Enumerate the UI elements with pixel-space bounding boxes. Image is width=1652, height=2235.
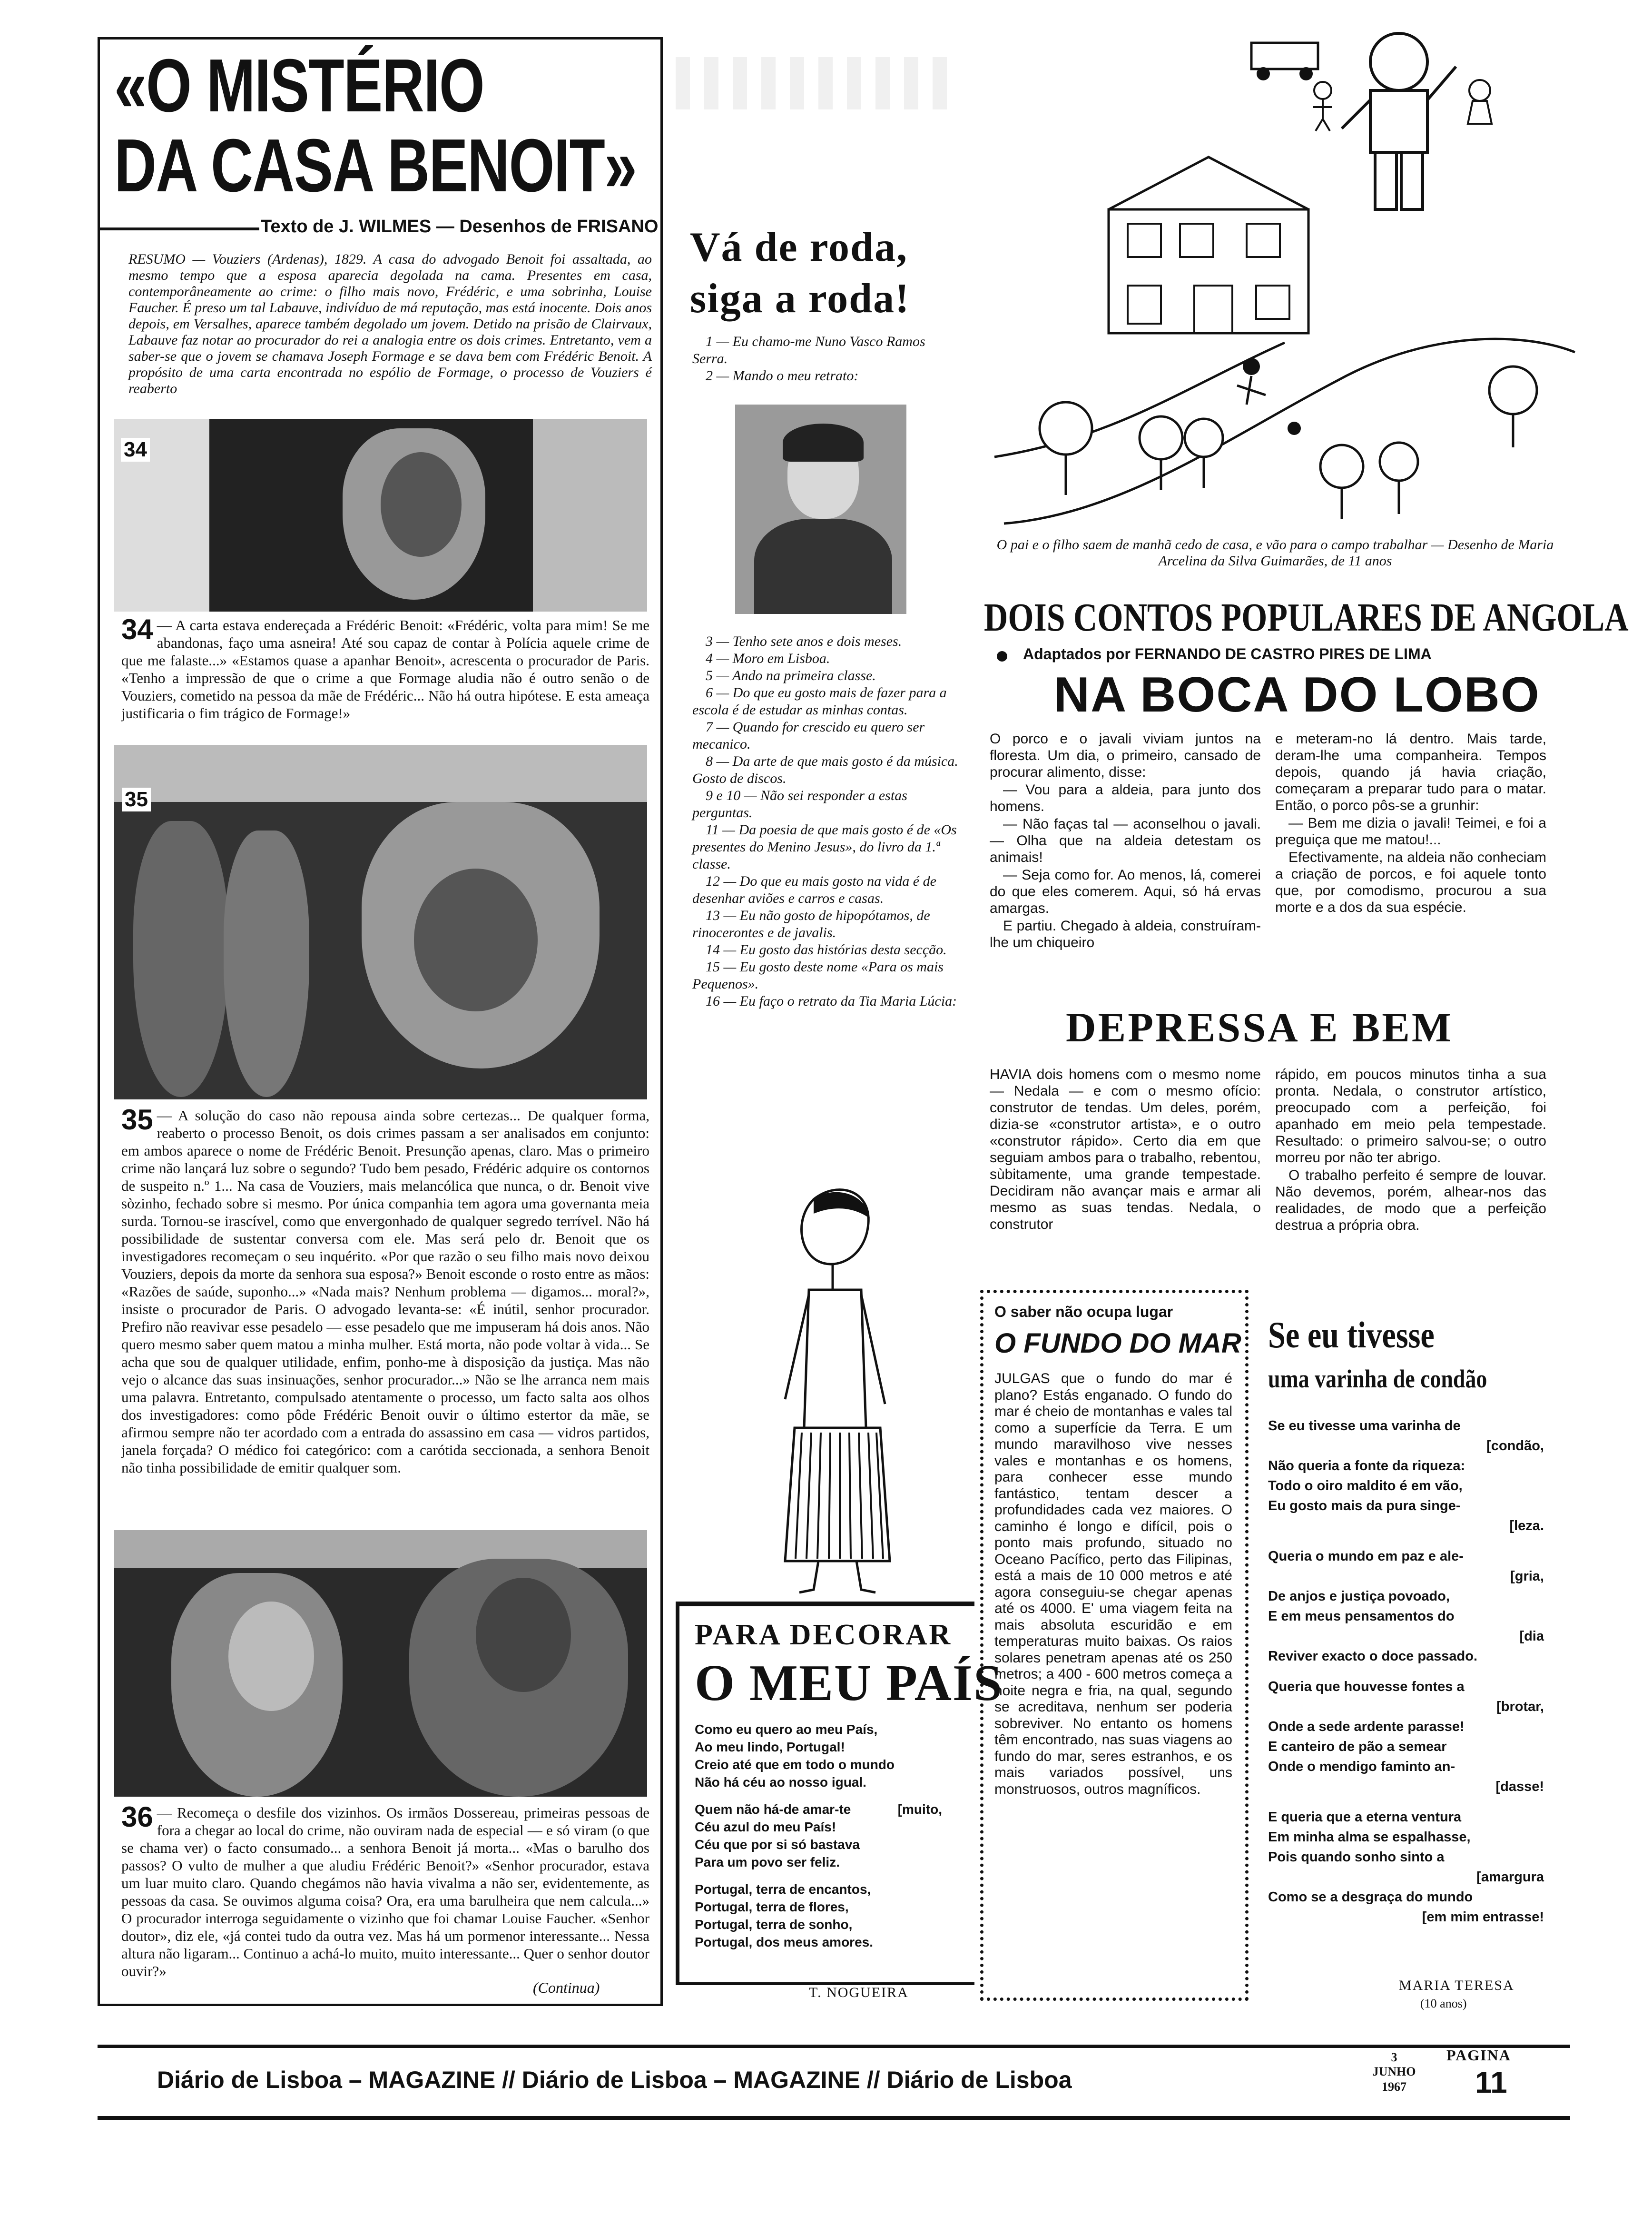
caption-34 (121, 613, 649, 722)
qa-item: 13 — Eu não gosto de hipopótamos, de rinocerontes e de javalis. (692, 908, 930, 940)
poem-line: Eu gosto mais da pura singe- (1268, 1498, 1461, 1513)
continua-label: (Continua) (533, 1979, 600, 1996)
faded-header-artifact (676, 57, 961, 109)
qa-item: 5 — Ando na primeira classe. (706, 668, 876, 683)
qa-item: 8 — Da arte de que mais gosto é da música. Gosto de discos. (692, 753, 958, 786)
footer-day: 3 (1391, 2050, 1397, 2064)
poem-line: Portugal, terra de flores, (695, 1899, 849, 1914)
footer-masthead: Diário de Lisboa – MAGAZINE // Diário de Lisboa – MAGAZINE // Diário de Lisboa (157, 2067, 1072, 2093)
poem-line: [dasse! (1495, 1779, 1544, 1794)
illustration-36 (114, 1530, 647, 1797)
poem-line: Como se a desgraça do mundo (1268, 1889, 1473, 1905)
poem-line: Todo o oiro maldito é em vão, (1268, 1478, 1463, 1493)
qa-item: 4 — Moro em Lisboa. (706, 651, 830, 666)
story-para: rápido, em poucos minutos tinha a sua pronta. Nedala, o construtor artístico, preocupado com a perfeição, foi apanhado em meio pela tempestade. Resultado: o primeiro salvou-se; o outro morreu por não ter abrigo. (1275, 1067, 1546, 1166)
poem-line: [muito, (897, 1802, 942, 1817)
qa-item: 3 — Tenho sete anos e dois meses. (706, 633, 902, 649)
varinha-age: (10 anos) (1420, 1997, 1467, 2010)
caption-number: 34 (121, 613, 153, 645)
story-para: — Não faças tal — aconselhou o javali. — Olha que na aldeia detestam os animais! (990, 816, 1261, 865)
poem-line: Não queria a fonte da riqueza: (1268, 1458, 1465, 1474)
poem-line: Se eu tivesse uma varinha de (1268, 1418, 1461, 1434)
qa-item: 15 — Eu gosto deste nome «Para os mais Pequenos». (692, 959, 944, 992)
poem-line: [condão, (1486, 1438, 1544, 1454)
story-para: Efectivamente, na aldeia não conheciam a criação de porcos, e foi aquele tonto que, por comodismo, procurou a sua morte e a dos da sua espécie. (1275, 850, 1546, 915)
poem-line: Em minha alma se espalhasse, (1268, 1830, 1471, 1845)
story-para: — Vou para a aldeia, para junto dos homens. (990, 782, 1261, 814)
story1-col2 (1275, 731, 1546, 917)
story1-title: NA BOCA DO LOBO (1054, 667, 1540, 722)
qa-item: 12 — Do que eu mais gosto na vida é de desenhar aviões e carros e casas. (692, 873, 936, 906)
illustration-35 (114, 745, 647, 1099)
story1-col1 (990, 731, 1261, 952)
decorar-title: O MEU PAÍS (695, 1655, 1003, 1711)
caption-text: — A carta estava endereçada a Frédéric Benoit: «Frédéric, volta para mim! Se me abandonas, faço uma asneira! Até sou capaz de contar à Polícia aquele crime de que me falaste...» «Estamos quase a apanhar Benoit», acrescenta o procurador de Paris. «Tenho a impressão de que o crime a que Formage aludia não é outro senão o de Vouziers, cometido na pessoa da mãe de Frédéric... Não há outra hipótese. E esta ameaça justificaria o fim trágico de Formage!» (121, 617, 649, 722)
poem-line: E canteiro de pão a semear (1268, 1739, 1447, 1754)
fundo-title: O FUNDO DO MAR (994, 1328, 1241, 1359)
story2-title: DEPRESSA E BEM (1066, 1005, 1453, 1051)
poem-line: [dia (1519, 1629, 1544, 1644)
story-para: — Bem me dizia o javali! Teimei, e foi a preguiça que me matou!... (1275, 815, 1546, 848)
mystery-resumo: RESUMO — Vouziers (Ardenas), 1829. A casa do advogado Benoit foi assaltada, ao mesmo tempo que a esposa aparecia degolada na cama. Presentes em casa, contemporâneamente ao crime: o filho mais novo, Frédéric, e uma sobrinha, Louise Faucher. É preso um tal Labauve, indivíduo de má reputação, mas está inocente. Dois anos depois, em Versalhes, aparece também degolado um jovem. Detido na prisão de Clairvaux, Labauve faz notar ao procurador do rei a analogia entre os dois crimes. Entretanto, vem a saber-se que o jovem se chamava Joseph Formage e se dava bem com Frédéric Benoit. A propósito de uma carta encontrada no espólio de Formage, o processo de Vouziers é reaberto (128, 251, 652, 396)
caption-text: — Recomeça o desfile dos vizinhos. Os irmãos Dossereau, primeiras pessoas de fora a chegar ao local do crime, não ouviram nada de especial — e só viram (o que se chama ver) o facto consumado... a senhora Benoit já morta... «Mas o barulho dos passos? O vulto de mulher a que aludiu Frédéric Benoit?» «Senhor procurador, estava um luar muito claro. Quando chegámos não havia vivalma a não ser, evidentemente, as pessoas da casa. Se ouvimos alguma coisa? Ora, era uma barulheira que nem calcula...» O procurador interroga seguidamente o vizinho que foi chamar Louise Faucher. «Senhor doutor», diz ele, «já contei tudo da outra vez. Mas há um pormenor interessante... Nessa altura não ligaram... Continuo a achá-lo muito, muito interessante... Quer o senhor doutor ouvir?» (121, 1804, 649, 1979)
decorar-author: T. NOGUEIRA (809, 1985, 909, 2000)
angola-adapted: Adaptados por FERNANDO DE CASTRO PIRES DE LIMA (1023, 645, 1432, 663)
poem-line: Queria que houvesse fontes a (1268, 1679, 1465, 1694)
footer-page-number: 11 (1475, 2065, 1507, 2099)
illustration-34 (114, 419, 647, 612)
poem-line: Céu que por si só bastava (695, 1837, 860, 1852)
aunt-drawing (742, 1180, 933, 1599)
roda-title-line2: siga a roda! (690, 276, 910, 322)
qa-item: 9 e 10 — Não sei responder a estas perguntas. (692, 788, 907, 821)
poem-line: [amargura (1476, 1869, 1544, 1885)
story-para: E partiu. Chegado à aldeia, construíram-lhe um chiqueiro (990, 918, 1261, 950)
poem-line: Queria o mundo em paz e ale- (1268, 1549, 1464, 1564)
poem-line: Onde a sede ardente parasse! (1268, 1719, 1465, 1734)
poem-line: Reviver exacto o doce passado. (1268, 1649, 1478, 1664)
qa-item: 6 — Do que eu gosto mais de fazer para a escola é de estudar as minhas contas. (692, 685, 947, 718)
qa-item: 11 — Da poesia de que mais gosto é de «Os presentes do Menino Jesus», do livro da 1.ª classe. (692, 822, 957, 872)
poem-line: Pois quando sonho sinto a (1268, 1849, 1445, 1865)
poem-line: Portugal, terra de encantos, (695, 1882, 871, 1897)
poem-line: Como eu quero ao meu País, (695, 1722, 878, 1737)
mystery-title-line1: «O MISTÉRIO (114, 44, 484, 128)
fundo-text: JULGAS que o fundo do mar é plano? Estás enganado. O fundo do mar é cheio de montanhas e vales tal como a superfície da Terra. E um mundo maravilhoso vive nesses vales e montanhas e os homens, para conhecer esse mundo fantástico, tentam descer a profundidades cada vez maiores. O caminho é longo e difícil, pois o ponto mais profundo, situado no Oceano Pacífico, perto das Filipinas, está a mais de 10 000 metros e até agora conseguiu-se chegar apenas até os 4000. E' uma viagem feita na mais absoluta escuridão e em temperaturas muito baixas. Os raios solares penetram apenas até os 250 metros; a 400 - 600 metros começa a noite negra e fria, na qual, segundo se acreditava, nenhum ser poderia sobreviver. No entanto os homens têm encontrado, nas suas viagens ao fundo do mar, seres estranhos, e os mais variados possível, uns monstruosos, outros magníficos. (994, 1371, 1232, 1797)
varinha-title-line2: uma varinha de condão (1268, 1365, 1487, 1393)
caption-36 (121, 1801, 649, 1980)
footer-month: JUNHO (1372, 2065, 1416, 2078)
varinha-title-line1: Se eu tivesse (1268, 1314, 1435, 1355)
figure-number: 34 (121, 438, 150, 462)
caption-number: 36 (121, 1801, 153, 1833)
poem-line: [em mim entrasse! (1422, 1909, 1544, 1925)
decorar-poem (695, 1721, 961, 1951)
story-para: O trabalho perfeito é sempre de louvar. Não devemos, porém, alhear-nos das realidades, de modo que a perfeição destrua a própria obra. (1275, 1167, 1546, 1233)
qa-item: 2 — Mando o meu retrato: (706, 368, 859, 384)
footer-year: 1967 (1382, 2080, 1406, 2094)
roda-title-line1: Vá de roda, (690, 224, 908, 270)
fundo-kicker: O saber não ocupa lugar (994, 1303, 1173, 1320)
angola-title: DOIS CONTOS POPULARES DE ANGOLA (984, 595, 1629, 640)
poem-line: Céu azul do meu País! (695, 1820, 836, 1834)
poem-line: [leza. (1509, 1518, 1544, 1533)
poem-line: [gria, (1510, 1569, 1544, 1584)
poem-line: Onde o mendigo faminto an- (1268, 1759, 1455, 1774)
poem-line: E em meus pensamentos do (1268, 1609, 1455, 1624)
story2-col1 (990, 1066, 1261, 1234)
qa-item: 7 — Quando for crescido eu quero ser mecanico. (692, 719, 925, 752)
angola-bullet (997, 651, 1007, 662)
poem-line: Não há céu ao nosso igual. (695, 1775, 866, 1790)
story-para: HAVIA dois homens com o mesmo nome — Nedala — e com o mesmo ofício: construtor de tendas. Um deles, porém, dizia-se «construtor artista», e o outro «construtor rápido». Certo dia em que seguiam ambos para o trabalho, rebentou, sùbitamente, uma grande tempestade. Decidiram não avançar mais e armar ali mesmo as suas tendas. Nedala, o construtor (990, 1067, 1261, 1232)
caption-number: 35 (121, 1104, 153, 1136)
mystery-byline: Texto de J. WILMES — Desenhos de FRISANO (261, 217, 659, 237)
roda-answers (692, 633, 964, 1010)
caption-35 (121, 1104, 649, 1476)
poem-line: Ao meu lindo, Portugal! (695, 1740, 845, 1754)
children-drawing (980, 19, 1599, 543)
story-para: — Seja como for. Ao menos, lá, comerei do que eles comerem. Aqui, só há ervas amargas. (990, 867, 1261, 916)
footer-page-label: PAGINA (1446, 2047, 1511, 2064)
poem-line: [brotar, (1496, 1699, 1544, 1714)
qa-item: 1 — Eu chamo-me Nuno Vasco Ramos Serra. (692, 334, 925, 366)
footer-rule-top (98, 2045, 1570, 2048)
poem-line: De anjos e justiça povoado, (1268, 1589, 1450, 1604)
mystery-title-line2: DA CASA BENOIT» (114, 124, 637, 208)
poem-line: E queria que a eterna ventura (1268, 1810, 1462, 1825)
footer-rule-bottom (98, 2116, 1570, 2120)
decorar-kicker: PARA DECORAR (695, 1619, 953, 1651)
qa-item: 14 — Eu gosto das histórias desta secção. (706, 942, 947, 958)
figure-number: 35 (122, 788, 151, 811)
varinha-poem (1268, 1416, 1544, 1927)
story-para: O porco e o javali viviam juntos na floresta. Um dia, o primeiro, cansado de procurar alimento, disse: (990, 731, 1261, 780)
drawing-caption: O pai e o filho saem de manhã cedo de casa, e vão para o campo trabalhar — Desenho de Maria Arcelina da Silva Guimarães, de 11 anos (996, 537, 1554, 569)
roda-intro (692, 333, 964, 385)
story-para: e meteram-no lá dentro. Mais tarde, deram-lhe uma companheira. Tempos depois, quando já havia criação, começaram a preparar tudo para o matar. Então, o porco pôs-se a grunhir: (1275, 731, 1546, 813)
caption-text: — A solução do caso não repousa ainda sobre certezas... De qualquer forma, reaberto o processo Benoit, os dois crimes passam a ser analisados em conjunto: em ambos aparece o nome de Frédéric Benoit. Presunção apenas, claro. Mas o primeiro crime não lançará luz sobre o segundo? Tudo bem pesado, Frédéric adquire os contornos de suspeito n.º 1... Na casa de Vouziers, mais melancólica que nunca, o dr. Benoit vive sòzinho, fechado sobre si mesmo. Por única companhia tem agora uma governanta meia surda. Tornou-se irascível, como que envergonhado de qualquer segredo terrível. Não há possibilidade de sustentar conversa com ele. Mas será pelo dr. Benoit que os investigadores recomeçam o seu inquérito. «Por que razão o seu filho mais novo deixou Vouziers, depois da morte da senhora sua esposa?» Benoit esconde o rosto entre as mãos: «Razões de saúde, suponho...» «Nada mais? Nenhum problema — digamos... moral?», insiste o procurador de Paris. O advogado levanta-se: «É inútil, senhor procurador. Prefiro não reavivar esse pesadelo — esse pesadelo que me impuseram há dois anos. Não quero mesmo saber quem matou a minha mulher. Está morta, não pode voltar à vida... Se acha que sou de qualquer utilidade, enfim, ponho-me à disposição da justiça. Mas não vejo o alcance das suas insinuações, senhor procurador...» Não se lhe arranca nem mais uma palavra. Entretanto, compulsado atentamente o processo, um facto salta aos olhos dos investigadores: como pôde Frédéric Benoit ouvir o último estertor da mãe, se afirmou sempre não ter acordado com a entrada do assassino em casa — vidros partidos, janela forçada? O médico foi categórico: com a carótida seccionada, a senhora Benoit não tinha possibilidade de emitir qualquer som. (121, 1107, 649, 1476)
poem-line: Quem não há-de amar-te (695, 1802, 851, 1817)
poem-line: Portugal, dos meus amores. (695, 1935, 873, 1949)
poem-line: Para um povo ser feliz. (695, 1855, 840, 1869)
story2-col2 (1275, 1066, 1546, 1235)
poem-line: Creio até que em todo o mundo (695, 1757, 895, 1772)
poem-line: Portugal, terra de sonho, (695, 1917, 853, 1932)
qa-item: 16 — Eu faço o retrato da Tia Maria Lúcia: (706, 993, 957, 1009)
child-portrait (735, 405, 906, 614)
varinha-author: MARIA TERESA (1399, 1978, 1514, 1993)
